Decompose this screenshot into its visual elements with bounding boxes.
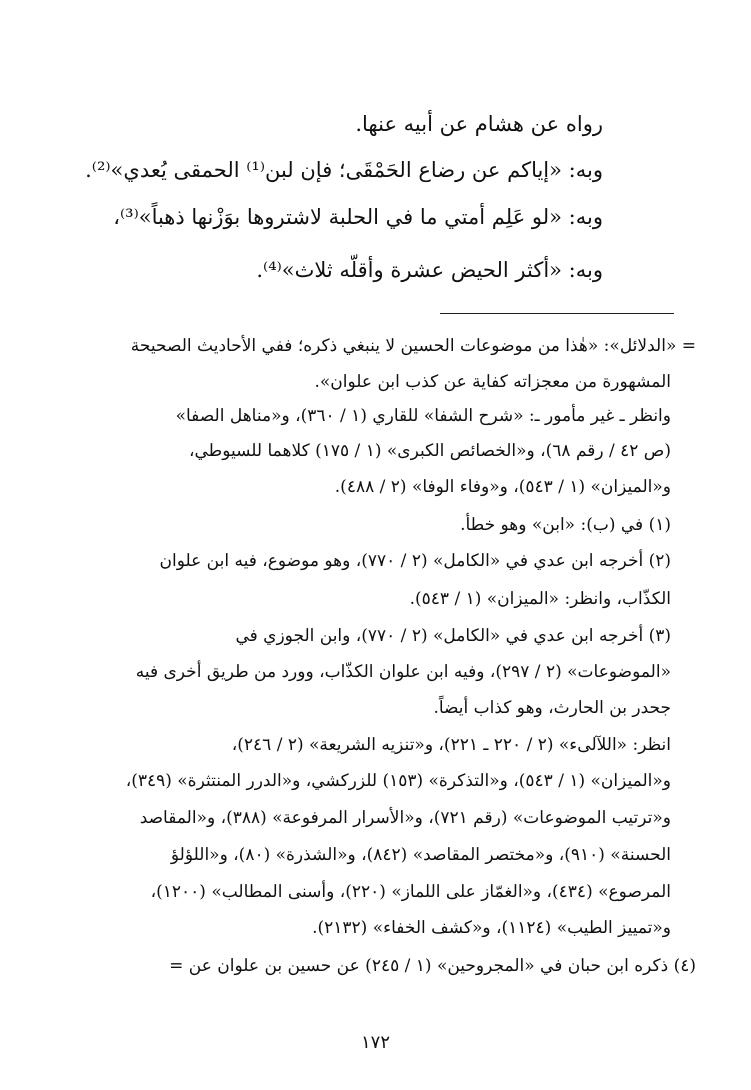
footnote-line-8: الكذّاب، وانظر: «الميزان» (١ / ٥٤٣). <box>409 589 671 609</box>
page-number: ١٧٢ <box>360 1032 390 1053</box>
footnote-line-9: (٣) أخرجه ابن عدي في «الكامل» (٢ / ٧٧٠)، وابن الجوزي في <box>235 626 671 646</box>
footnote-line-1: = «الدلائل»: «هٰذا من موضوعات الحسين لا ينبغي ذكره؛ ففي الأحاديث الصحيحة <box>130 336 696 356</box>
footnote-line-18: (٤) ذكره ابن حبان في «المجروحين» (١ / ٢٤٥) عن حسين بن علوان عن = <box>169 956 696 976</box>
footnote-line-15: الحسنة» (٩١٠)، و«مختصر المقاصد» (٨٤٢)، و«الشذرة» (٨٠)، و«اللؤلؤ <box>170 845 671 865</box>
footnote-line-17: و«تمييز الطيب» (١١٢٤)، و«كشف الخفاء» (٢١٣٢). <box>312 918 671 938</box>
footnote-line-10: «الموضوعات» (٢ / ٢٩٧)، وفيه ابن علوان الكذّاب، وورد من طريق أخرى فيه <box>135 662 671 682</box>
footnote-line-11: جحدر بن الحارث، وهو كذاب أيضاً. <box>433 698 671 718</box>
footnote-line-12: انظر: «اللآلىء» (٢ / ٢٢٠ ـ ٢٢١)، و«تنزيه الشريعة» (٢ / ٢٤٦)، <box>231 735 671 755</box>
main-text-line-2: وبه: «إياكم عن رضاع الحَمْقَى؛ فإن لبن⁽¹⁾ الحمقى يُعدي»⁽²⁾. <box>85 158 603 182</box>
footnote-line-7: (٢) أخرجه ابن عدي في «الكامل» (٢ / ٧٧٠)، وهو موضوع، فيه ابن علوان <box>159 551 671 571</box>
footnote-line-3: وانظر ـ غير مأمور ـ: «شرح الشفا» للقاري (١ / ٣٦٠)، و«مناهل الصفا» <box>175 406 671 426</box>
footnote-line-4: (ص ٤٢ / رقم ٦٨)، و«الخصائص الكبرى» (١ / ١٧٥) كلاهما للسيوطي، <box>189 441 671 461</box>
main-text-line-4: وبه: «أكثر الحيض عشرة وأقلّه ثلاث»⁽⁴⁾. <box>256 258 603 282</box>
main-text-line-1: رواه عن هشام عن أبيه عنها. <box>355 112 603 136</box>
main-text-line-3: وبه: «لو عَلِم أمتي ما في الحلبة لاشتروها بوَزْنها ذهباً»⁽³⁾، <box>113 205 603 229</box>
footnote-line-2: المشهورة من معجزاته كفاية عن كذب ابن علوان». <box>314 372 671 392</box>
footnote-line-6: (١) في (ب): «ابن» وهو خطأ. <box>460 515 671 535</box>
footnote-line-13: و«الميزان» (١ / ٥٤٣)، و«التذكرة» (١٥٣) للزركشي، و«الدرر المنتثرة» (٣٤٩)، <box>125 771 671 791</box>
footnote-line-5: و«الميزان» (١ / ٥٤٣)، و«وفاء الوفا» (٢ / ٤٨٨). <box>334 477 671 497</box>
footnote-separator <box>440 313 674 314</box>
footnote-line-14: و«ترتيب الموضوعات» (رقم ٧٢١)، و«الأسرار المرفوعة» (٣٨٨)، و«المقاصد <box>139 808 671 828</box>
footnote-line-16: المرصوع» (٤٣٤)، و«الغمّاز على اللماز» (٢٢٠)، وأسنى المطالب» (١٢٠٠)، <box>150 882 671 902</box>
